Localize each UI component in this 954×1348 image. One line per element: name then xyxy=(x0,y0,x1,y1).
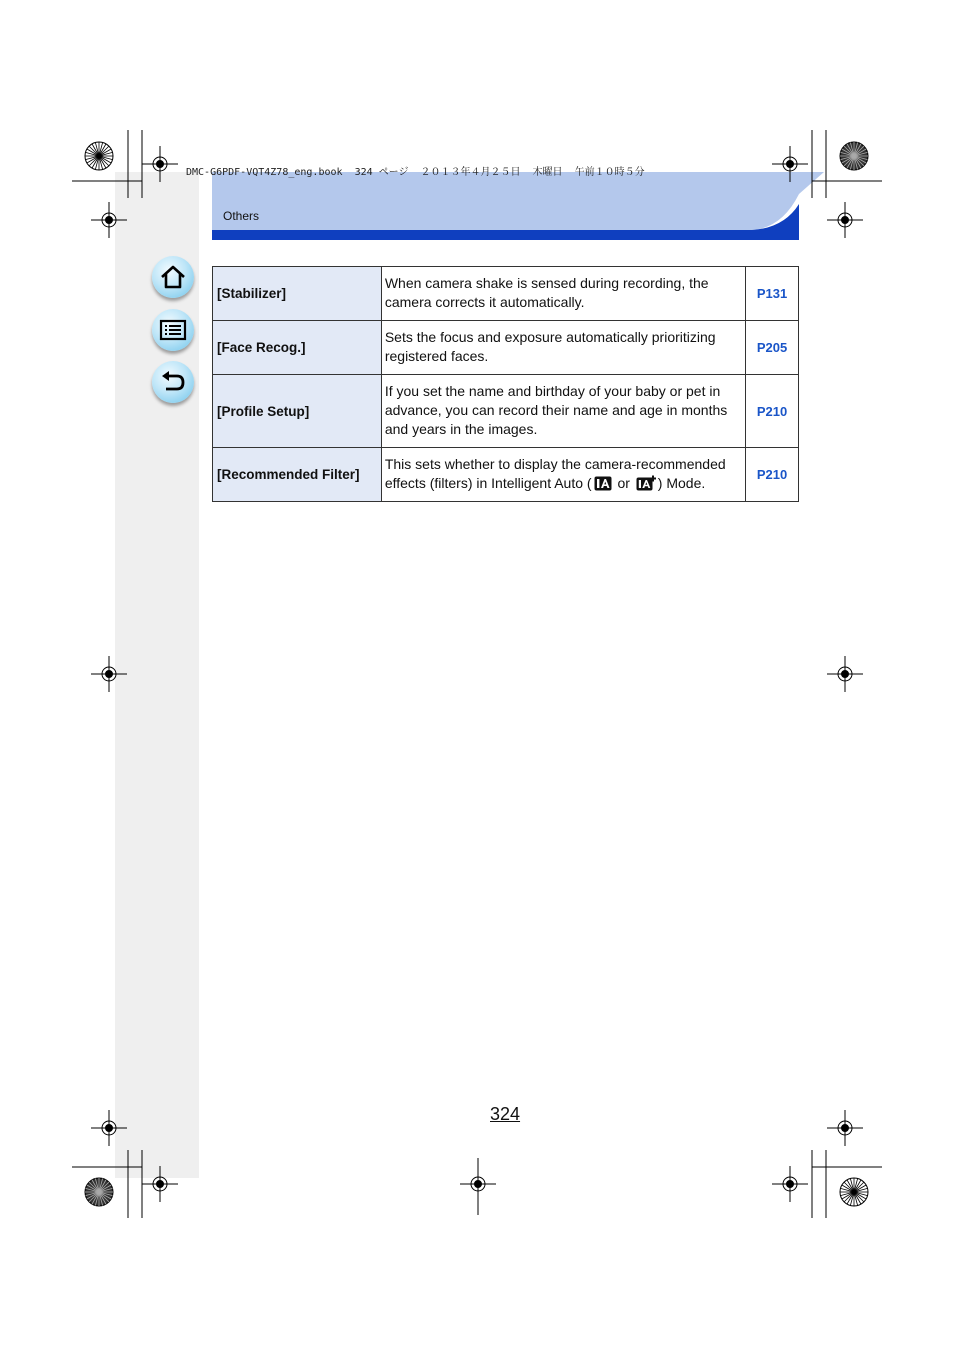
registration-target-icon xyxy=(827,1110,863,1146)
feature-description: When camera shake is sensed during recording, the camera corrects it automatically. xyxy=(381,267,745,321)
page-reference-link[interactable]: P131 xyxy=(746,267,799,321)
feature-name: [Recommended Filter] xyxy=(213,448,382,502)
registration-target-icon xyxy=(772,1166,808,1202)
registration-target-icon xyxy=(142,146,178,182)
registration-target-icon xyxy=(827,202,863,238)
registration-star-icon xyxy=(85,142,113,170)
page-number: 324 xyxy=(490,1104,521,1124)
feature-name: [Face Recog.] xyxy=(213,321,382,375)
registration-dark-star-icon xyxy=(840,142,868,170)
print-imprint: DMC-G6PDF-VQT4Z78_eng.book 324 ページ ２０１３年４月２５日 木曜日 午前１０時５分 xyxy=(186,167,645,178)
page-reference-link[interactable]: P210 xyxy=(746,448,799,502)
feature-name: [Profile Setup] xyxy=(213,375,382,448)
registration-target-icon xyxy=(827,656,863,692)
description-text: or xyxy=(613,475,634,491)
description-text: This sets whether to display the camera-recommended effects (filters) in Intelligent Auto ( xyxy=(384,456,726,491)
registration-dark-star-icon xyxy=(85,1178,113,1206)
registration-target-icon xyxy=(91,656,127,692)
section-label: Others xyxy=(223,209,260,223)
feature-description: Sets the focus and exposure automatically prioritizing registered faces. xyxy=(381,321,745,375)
feature-description: If you set the name and birthday of your baby or pet in advance, you can record their name and age in months and years in the images. xyxy=(381,375,745,448)
registration-target-icon xyxy=(91,1110,127,1146)
registration-target-icon xyxy=(772,146,808,182)
feature-name: [Stabilizer] xyxy=(213,267,382,321)
page-reference-link[interactable]: P205 xyxy=(746,321,799,375)
description-text: ) Mode. xyxy=(657,475,706,491)
page-reference-link[interactable]: P210 xyxy=(746,375,799,448)
registration-target-icon xyxy=(142,1166,178,1202)
registration-target-icon xyxy=(91,202,127,238)
registration-star-icon xyxy=(840,1178,868,1206)
